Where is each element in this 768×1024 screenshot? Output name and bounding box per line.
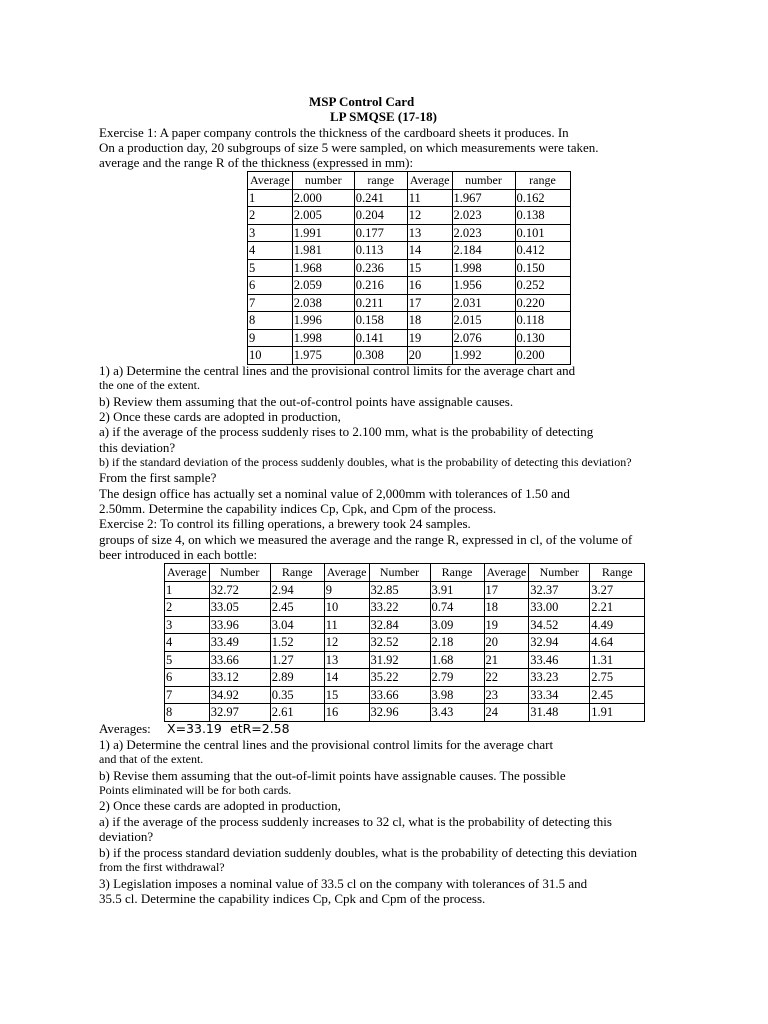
ex1-table-row (248, 242, 571, 260)
ex2-question-line: deviation? (99, 829, 154, 844)
ex2-table-cell: 9 (324, 581, 369, 599)
ex2-table-cell: 19 (484, 616, 529, 634)
ex2-table-row (165, 634, 645, 652)
ex1-table-cell: 0.162 (515, 189, 570, 207)
ex2-table-cell: 1 (165, 581, 210, 599)
ex1-question-line: The design office has actually set a nominal value of 2,000mm with tolerances of 1.50 and (99, 486, 570, 501)
ex2-table-cell: 32.72 (209, 581, 270, 599)
ex2-table-cell: 20 (484, 634, 529, 652)
ex1-question-line: b) Review them assuming that the out-of-control points have assignable causes. (99, 394, 514, 409)
ex1-table-cell: 14 (407, 242, 452, 260)
ex2-table-cell: 32.97 (209, 704, 270, 722)
ex1-column-header: Average (248, 172, 293, 190)
ex2-table-cell: 23 (484, 686, 529, 704)
ex2-table-row (165, 616, 645, 634)
ex2-table-cell: 8 (165, 704, 210, 722)
ex1-table-cell: 1.975 (292, 347, 354, 365)
ex2-column-header: Range (590, 564, 645, 582)
ex2-table-cell: 4.49 (590, 616, 645, 634)
ex1-table-cell: 20 (407, 347, 452, 365)
ex2-table-cell: 24 (484, 704, 529, 722)
ex2-table-cell: 12 (324, 634, 369, 652)
ex2-table-cell: 18 (484, 599, 529, 617)
ex2-table-cell: 2.21 (590, 599, 645, 617)
ex2-table-cell: 22 (484, 669, 529, 687)
ex2-column-header: Range (270, 564, 324, 582)
ex2-table-cell: 32.37 (529, 581, 590, 599)
ex2-table-cell: 1.52 (270, 634, 324, 652)
ex2-table-cell: 31.48 (529, 704, 590, 722)
ex2-table-cell: 33.49 (209, 634, 270, 652)
ex2-table-cell: 33.96 (209, 616, 270, 634)
ex1-table-cell: 1.968 (292, 259, 354, 277)
ex1-table-row (248, 224, 571, 242)
ex1-table-cell: 17 (407, 294, 452, 312)
ex2-table-cell: 3.27 (590, 581, 645, 599)
ex1-question-line: From the first sample? (99, 470, 217, 485)
ex2-column-header: Average (165, 564, 210, 582)
ex1-column-header: number (452, 172, 515, 190)
ex1-table-cell: 2.000 (292, 189, 354, 207)
ex1-table-cell: 15 (407, 259, 452, 277)
ex1-column-header: Average (407, 172, 452, 190)
ex2-column-header: Number (209, 564, 270, 582)
ex1-table-cell: 0.101 (515, 224, 570, 242)
ex2-table-cell: 33.22 (369, 599, 430, 617)
ex1-table-cell: 3 (248, 224, 293, 242)
ex1-table-cell: 11 (407, 189, 452, 207)
ex2-table-cell: 33.66 (369, 686, 430, 704)
ex1-table-cell: 2.184 (452, 242, 515, 260)
ex1-table-cell: 0.216 (354, 277, 407, 295)
ex2-table-cell: 2.89 (270, 669, 324, 687)
ex1-table-cell: 1.991 (292, 224, 354, 242)
ex1-table-cell: 0.211 (354, 294, 407, 312)
average-x-value: X̄=33.19 (167, 721, 222, 736)
ex2-question-line: from the first withdrawal? (99, 860, 225, 874)
ex1-header-row (248, 172, 571, 190)
ex2-table-cell: 10 (324, 599, 369, 617)
ex2-table-cell: 34.92 (209, 686, 270, 704)
ex1-table-cell: 0.113 (354, 242, 407, 260)
ex1-table-cell: 0.150 (515, 259, 570, 277)
ex1-table-cell: 4 (248, 242, 293, 260)
ex2-table-cell: 32.52 (369, 634, 430, 652)
ex2-table-cell: 2.79 (430, 669, 484, 687)
averages-label: Averages: (99, 721, 151, 736)
ex2-table-cell: 0.35 (270, 686, 324, 704)
ex2-table-cell: 34.52 (529, 616, 590, 634)
ex2-column-header: Range (430, 564, 484, 582)
ex2-table-row (165, 651, 645, 669)
ex2-table-cell: 33.12 (209, 669, 270, 687)
ex2-column-header: Number (529, 564, 590, 582)
ex2-column-header: Average (484, 564, 529, 582)
ex2-table-cell: 2 (165, 599, 210, 617)
ex2-table-cell: 0.74 (430, 599, 484, 617)
document-subtitle: LP SMQSE (17-18) (330, 109, 437, 124)
ex1-question-line: a) if the average of the process suddenly rises to 2.100 mm, what is the probability of detecting (99, 424, 594, 439)
ex1-table-cell: 1 (248, 189, 293, 207)
ex1-question-line: 2.50mm. Determine the capability indices Cp, Cpk, and Cpm of the process. (99, 501, 497, 516)
ex1-data-table (247, 171, 571, 365)
ex2-table-row (165, 669, 645, 687)
ex1-table-cell: 0.141 (354, 329, 407, 347)
ex2-question-line: 35.5 cl. Determine the capability indices Cp, Cpk and Cpm of the process. (99, 891, 486, 906)
ex2-table-cell: 32.94 (529, 634, 590, 652)
ex1-table-cell: 0.236 (354, 259, 407, 277)
ex1-table-cell: 16 (407, 277, 452, 295)
ex2-table-cell: 2.94 (270, 581, 324, 599)
ex1-question-line: b) if the standard deviation of the process suddenly doubles, what is the probability of detecting this deviation? (99, 455, 632, 469)
ex1-column-header: number (292, 172, 354, 190)
ex2-table-cell: 3.09 (430, 616, 484, 634)
ex1-table-cell: 10 (248, 347, 293, 365)
ex2-table-cell: 33.34 (529, 686, 590, 704)
ex2-table-row (165, 599, 645, 617)
ex1-table-cell: 0.158 (354, 312, 407, 330)
ex2-intro-line: Exercise 2: To control its filling operations, a brewery took 24 samples. (99, 516, 471, 531)
ex2-table-cell: 32.84 (369, 616, 430, 634)
ex2-table-cell: 2.75 (590, 669, 645, 687)
ex1-table-cell: 2.038 (292, 294, 354, 312)
ex1-intro-line: average and the range R of the thickness (expressed in mm): (99, 155, 414, 170)
ex1-table-cell: 1.992 (452, 347, 515, 365)
ex1-table-row (248, 347, 571, 365)
ex2-intro-line: beer introduced in each bottle: (99, 547, 258, 562)
ex1-table-cell: 2.023 (452, 207, 515, 225)
ex1-question-line: the one of the extent. (99, 378, 200, 392)
ex2-table-cell: 4 (165, 634, 210, 652)
ex2-question-line: b) Revise them assuming that the out-of-limit points have assignable causes. The possible (99, 768, 566, 783)
ex2-table-cell: 17 (484, 581, 529, 599)
ex2-question-line: a) if the average of the process suddenly increases to 32 cl, what is the probability of detecting this (99, 814, 612, 829)
ex2-table-cell: 4.64 (590, 634, 645, 652)
ex1-question-line: 1) a) Determine the central lines and the provisional control limits for the average chart and (99, 363, 576, 378)
ex2-table-cell: 33.46 (529, 651, 590, 669)
ex1-column-header: range (515, 172, 570, 190)
ex2-table-cell: 1.31 (590, 651, 645, 669)
ex1-table-cell: 6 (248, 277, 293, 295)
ex2-table-row (165, 581, 645, 599)
ex1-table-cell: 1.956 (452, 277, 515, 295)
ex1-intro-line: On a production day, 20 subgroups of size 5 were sampled, on which measurements were taken. (99, 140, 599, 155)
ex2-data-table (164, 563, 645, 722)
ex1-table-cell: 1.967 (452, 189, 515, 207)
ex1-table-row (248, 259, 571, 277)
ex2-table-cell: 3 (165, 616, 210, 634)
ex2-question-line: 1) a) Determine the central lines and the provisional control limits for the average chart (99, 737, 554, 752)
ex2-table-cell: 5 (165, 651, 210, 669)
ex1-table-cell: 2.023 (452, 224, 515, 242)
ex2-table-cell: 21 (484, 651, 529, 669)
ex1-table-cell: 2.031 (452, 294, 515, 312)
ex1-table-cell: 1.996 (292, 312, 354, 330)
ex2-header-row (165, 564, 645, 582)
ex1-table-cell: 2.059 (292, 277, 354, 295)
ex2-table-cell: 6 (165, 669, 210, 687)
ex2-table-cell: 33.00 (529, 599, 590, 617)
ex2-table-cell: 2.45 (270, 599, 324, 617)
ex1-table-row (248, 312, 571, 330)
ex1-table-cell: 2.005 (292, 207, 354, 225)
ex1-table-cell: 0.200 (515, 347, 570, 365)
ex1-table-cell: 1.981 (292, 242, 354, 260)
ex2-table-cell: 32.96 (369, 704, 430, 722)
ex2-table-cell: 16 (324, 704, 369, 722)
ex1-table-row (248, 294, 571, 312)
ex2-table-cell: 33.05 (209, 599, 270, 617)
ex2-table-row (165, 686, 645, 704)
ex1-table-cell: 9 (248, 329, 293, 347)
ex1-question-line: 2) Once these cards are adopted in production, (99, 409, 341, 424)
ex2-table-cell: 33.66 (209, 651, 270, 669)
ex2-table-cell: 13 (324, 651, 369, 669)
ex1-table-cell: 1.998 (292, 329, 354, 347)
ex1-table-cell: 0.412 (515, 242, 570, 260)
ex1-table-cell: 0.308 (354, 347, 407, 365)
document-title: MSP Control Card (309, 94, 415, 109)
ex1-table-cell: 0.220 (515, 294, 570, 312)
ex1-table-cell: 8 (248, 312, 293, 330)
ex2-table-cell: 3.04 (270, 616, 324, 634)
ex1-table-cell: 0.177 (354, 224, 407, 242)
ex2-column-header: Number (369, 564, 430, 582)
ex1-table-row (248, 329, 571, 347)
ex1-table-cell: 2.076 (452, 329, 515, 347)
ex2-table-cell: 2.45 (590, 686, 645, 704)
ex1-table-cell: 19 (407, 329, 452, 347)
ex2-table-cell: 11 (324, 616, 369, 634)
ex2-table-cell: 3.43 (430, 704, 484, 722)
ex1-table-cell: 5 (248, 259, 293, 277)
ex1-table-cell: 0.130 (515, 329, 570, 347)
ex1-table-cell: 18 (407, 312, 452, 330)
ex1-table-cell: 0.241 (354, 189, 407, 207)
ex1-table-cell: 12 (407, 207, 452, 225)
ex2-table-row (165, 704, 645, 722)
ex2-table-cell: 1.68 (430, 651, 484, 669)
ex1-column-header: range (354, 172, 407, 190)
ex1-table-cell: 0.138 (515, 207, 570, 225)
ex1-table-cell: 0.118 (515, 312, 570, 330)
ex1-table-cell: 7 (248, 294, 293, 312)
ex2-table-cell: 1.27 (270, 651, 324, 669)
ex1-question-line: this deviation? (99, 440, 176, 455)
ex2-question-line: b) if the process standard deviation suddenly doubles, what is the probability of detecting this deviation (99, 845, 637, 860)
ex2-table-cell: 3.91 (430, 581, 484, 599)
ex2-table-cell: 14 (324, 669, 369, 687)
ex2-table-cell: 32.85 (369, 581, 430, 599)
ex1-table-cell: 2 (248, 207, 293, 225)
ex1-table-cell: 0.252 (515, 277, 570, 295)
ex2-question-line: 2) Once these cards are adopted in production, (99, 798, 341, 813)
ex1-table-row (248, 277, 571, 295)
ex1-table-row (248, 189, 571, 207)
ex2-question-line: Points eliminated will be for both cards. (99, 783, 292, 797)
ex2-table-cell: 3.98 (430, 686, 484, 704)
ex2-table-cell: 33.23 (529, 669, 590, 687)
ex2-table-cell: 1.91 (590, 704, 645, 722)
ex2-table-cell: 15 (324, 686, 369, 704)
ex2-table-cell: 7 (165, 686, 210, 704)
ex2-table-cell: 2.18 (430, 634, 484, 652)
ex2-table-cell: 31.92 (369, 651, 430, 669)
ex1-table-cell: 0.204 (354, 207, 407, 225)
ex2-table-cell: 2.61 (270, 704, 324, 722)
ex1-intro-line: Exercise 1: A paper company controls the thickness of the cardboard sheets it produces. In (99, 125, 569, 140)
ex2-column-header: Average (324, 564, 369, 582)
ex2-intro-line: groups of size 4, on which we measured the average and the range R, expressed in cl, of the volume of (99, 532, 633, 547)
ex1-table-cell: 2.015 (452, 312, 515, 330)
ex1-table-cell: 13 (407, 224, 452, 242)
ex2-question-line: 3) Legislation imposes a nominal value of 33.5 cl on the company with tolerances of 31.5 and (99, 876, 588, 891)
ex2-table-cell: 35.22 (369, 669, 430, 687)
ex1-table-cell: 1.998 (452, 259, 515, 277)
ex1-table-row (248, 207, 571, 225)
ex2-question-line: and that of the extent. (99, 752, 204, 766)
average-r-value: etR̄=2.58 (230, 721, 290, 736)
